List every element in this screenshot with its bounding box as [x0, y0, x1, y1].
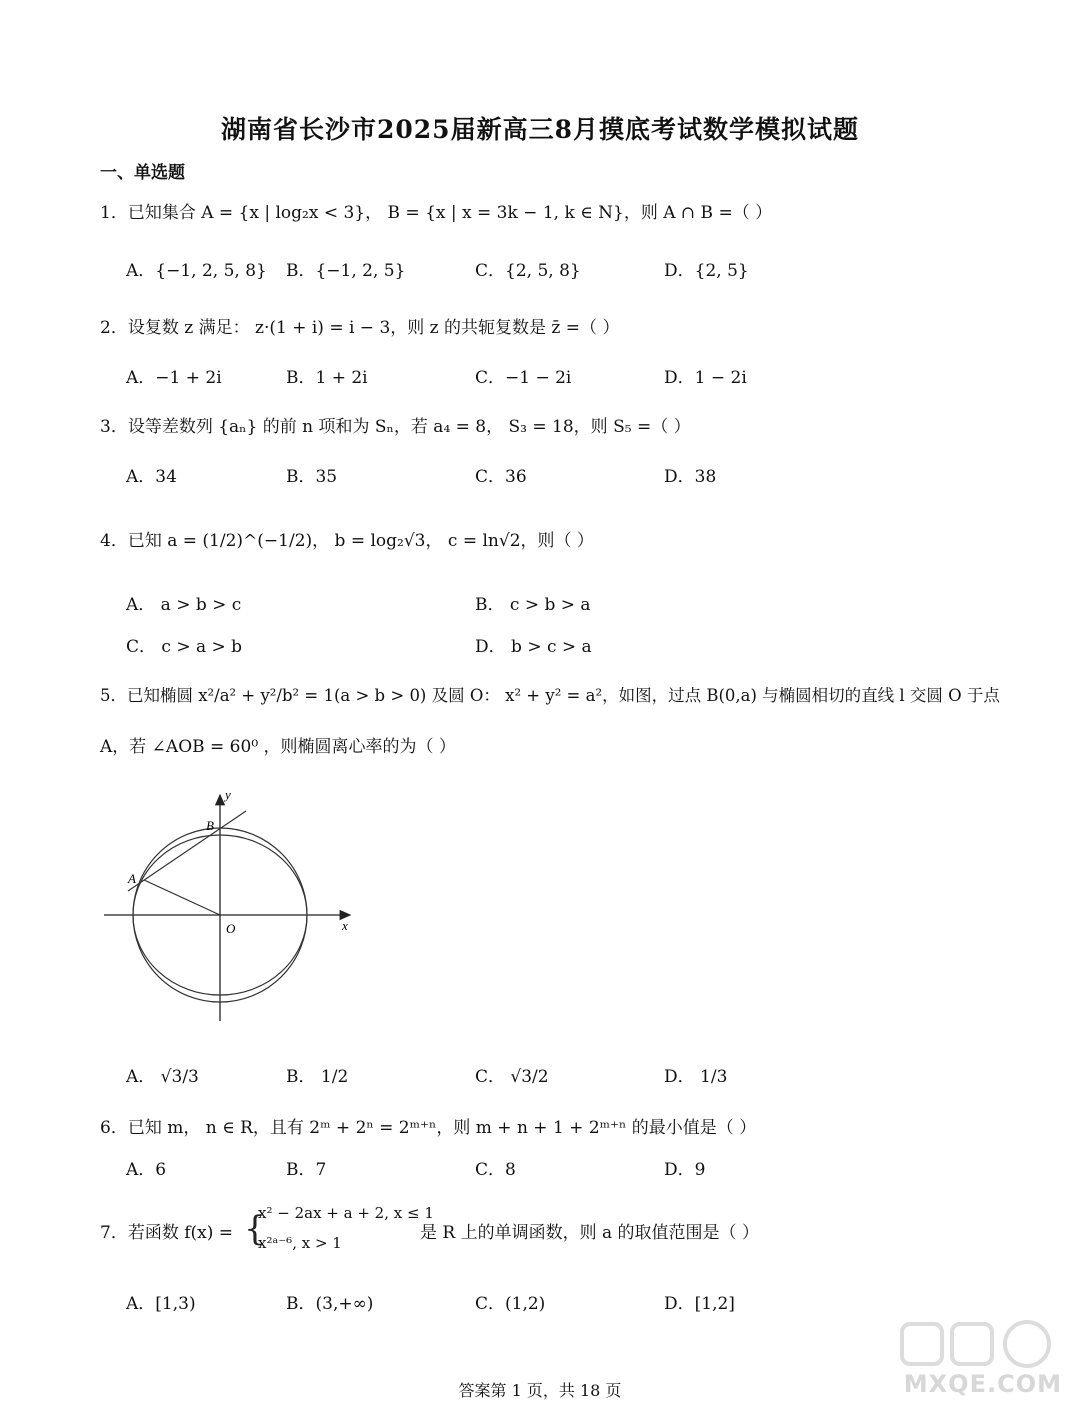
q4-option-c: C． c > a > b — [126, 637, 243, 657]
q3-option-c: C．36 — [475, 467, 527, 487]
q7-option-b: B．(3,+∞) — [286, 1294, 374, 1314]
q2-option-d: D．1 − 2i — [664, 368, 747, 388]
q7-case-2: x²ᵃ⁻⁶, x > 1 — [258, 1234, 342, 1252]
q2-option-a: A．−1 + 2i — [126, 368, 222, 388]
figure-svg — [98, 785, 368, 1025]
q3-option-a: A．34 — [126, 467, 177, 487]
q5-option-c: C． √3/2 — [475, 1067, 549, 1087]
label-a: A — [128, 871, 136, 886]
q1-option-c: C．{2, 5, 8} — [475, 261, 581, 281]
question-7-stem-suffix: 是 R 上的单调函数，则 a 的取值范围是（ ） — [420, 1223, 759, 1243]
question-1-stem: 1．已知集合 A = {x | log₂x < 3}， B = {x | x = 3k − 1, k ∈ N}，则 A ∩ B =（ ） — [100, 203, 773, 223]
watermark-logo-icon — [892, 1318, 1062, 1374]
q5-option-b: B． 1/2 — [286, 1067, 349, 1087]
question-6-stem: 6．已知 m， n ∈ R，且有 2ᵐ + 2ⁿ = 2ᵐ⁺ⁿ，则 m + n + 1 + 2ᵐ⁺ⁿ 的最小值是（ ） — [100, 1118, 757, 1138]
ellipse-circle-figure — [98, 785, 368, 1025]
page-footer: 答案第 1 页，共 18 页 — [458, 1381, 622, 1400]
question-5-stem-line1: 5．已知椭圆 x²/a² + y²/b² = 1(a > b > 0) 及圆 O： x² + y² = a²，如图，过点 B(0,a) 与椭圆相切的直线 l 交圆 O 于点 — [100, 686, 1000, 705]
q2-option-b: B．1 + 2i — [286, 368, 368, 388]
q5-option-d: D． 1/3 — [664, 1067, 728, 1087]
tangent-line-l — [128, 811, 246, 891]
watermark — [892, 1318, 1062, 1398]
label-b: B — [206, 818, 214, 833]
label-x: x — [342, 918, 348, 933]
q6-option-b: B．7 — [286, 1160, 327, 1180]
question-3-stem: 3．设等差数列 {aₙ} 的前 n 项和为 Sₙ，若 a₄ = 8， S₃ = 18，则 S₅ =（ ） — [100, 417, 691, 437]
q5-option-a: A． √3/3 — [126, 1067, 199, 1087]
q1-option-d: D．{2, 5} — [664, 261, 749, 281]
q3-option-d: D．38 — [664, 467, 717, 487]
section-heading: 一、单选题 — [100, 163, 185, 183]
q7-option-d: D．[1,2] — [664, 1294, 735, 1314]
question-5-stem-line2: A，若 ∠AOB = 60⁰ ，则椭圆离心率的为（ ） — [100, 737, 456, 757]
q2-option-c: C．−1 − 2i — [475, 368, 572, 388]
page-title: 湖南省长沙市2025届新高三8月摸底考试数学模拟试题 — [221, 115, 859, 144]
label-y: y — [225, 787, 231, 802]
q6-option-d: D．9 — [664, 1160, 706, 1180]
q1-option-a: A．{−1, 2, 5, 8} — [126, 261, 267, 281]
q7-option-a: A．[1,3) — [126, 1294, 196, 1314]
watermark-text: MXQE.COM — [903, 1370, 1062, 1398]
q6-option-a: A．6 — [126, 1160, 167, 1180]
q6-option-c: C．8 — [475, 1160, 516, 1180]
q3-option-b: B．35 — [286, 467, 338, 487]
q7-case-1: x² − 2ax + a + 2, x ≤ 1 — [258, 1204, 434, 1222]
question-2-stem: 2．设复数 z 满足： z·(1 + i) = i − 3，则 z 的共轭复数是 z̄ =（ ） — [100, 318, 620, 338]
question-4-stem: 4．已知 a = (1/2)^(−1/2)， b = log₂√3， c = ln√2，则（ ） — [100, 531, 594, 551]
label-o: O — [226, 921, 236, 936]
q4-option-b: B． c > b > a — [475, 595, 591, 615]
q4-option-d: D． b > c > a — [475, 637, 592, 657]
q1-option-b: B．{−1, 2, 5} — [286, 261, 406, 281]
segment-oa — [144, 880, 220, 915]
q7-option-c: C．(1,2) — [475, 1294, 546, 1314]
q4-option-a: A． a > b > c — [126, 595, 242, 615]
piecewise-brace: { — [244, 1209, 266, 1249]
question-7-stem-prefix: 7．若函数 f(x) = — [100, 1223, 234, 1243]
